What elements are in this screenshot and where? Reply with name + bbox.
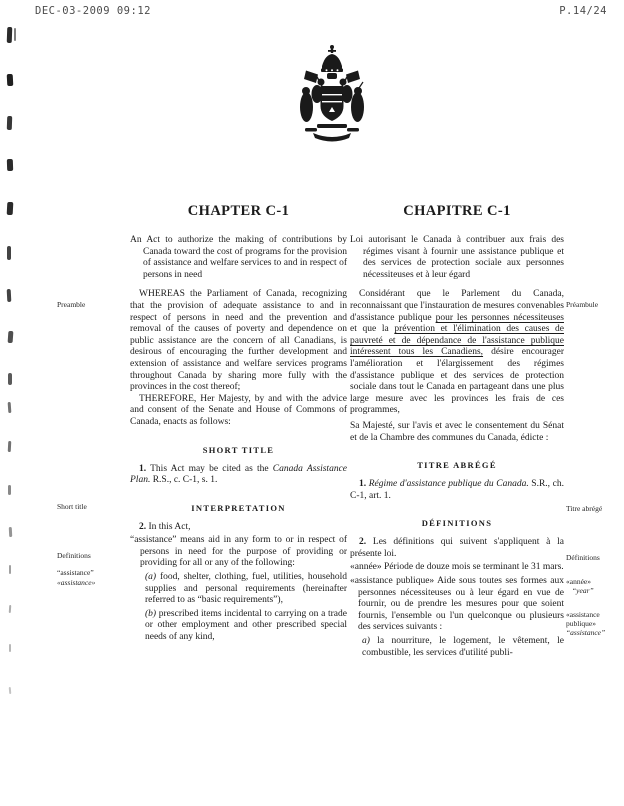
definition-item-a-fr xyxy=(362,636,564,659)
binding-mark xyxy=(7,289,12,302)
section-1-fr xyxy=(350,479,564,502)
section-1-en xyxy=(130,464,347,487)
item-text: food, shelter, clothing, fuel, utilities, household supplies and personal requirements (hereinafter referred to as “basic requirements”), xyxy=(145,572,347,606)
binding-mark xyxy=(8,485,11,495)
margin-note-preamble: Preamble xyxy=(57,300,86,309)
definitions-heading-fr: DÉFINITIONS xyxy=(421,518,493,529)
margin-note-titre-abrege: Titre abrégé xyxy=(566,504,603,513)
section-text: Les définitions qui suivent s'appliquent à la présente loi. xyxy=(350,537,564,559)
margin-note-assistance-fr-term: «assistance» xyxy=(57,578,96,587)
fax-timestamp: DEC-03-2009 09:12 xyxy=(35,5,151,17)
fax-page-number: P.14/24 xyxy=(559,5,607,17)
binding-mark xyxy=(7,27,13,43)
section-2-intro-en xyxy=(130,522,347,534)
definition-assistance-publique-fr: «assistance publique» Aide sous toutes ses formes aux personnes nécessiteuses ou à leur égard en vue de fournir, ou de prendre les mesures pour que soient fournis, l'ensemble ou l'un quelconque ou plusieurs des services suivants : xyxy=(350,576,564,633)
margin-note-assistance-publique-1: «assistance xyxy=(566,610,600,619)
section-text: This Act may be cited as the xyxy=(146,463,273,474)
binding-mark xyxy=(9,687,12,694)
preamble-segment: et que la xyxy=(350,324,395,335)
act-citation: Régime d'assistance publique du Canada. xyxy=(366,479,529,490)
margin-note-assistance-quoted: “assistance” xyxy=(566,628,606,637)
preamble-segment: désire encourager l'amélioration et l'élargissement des régimes d'assistance publique et des services de protection sociale dans tout le Canada en partageant dans une plus large mesure avec les provinces les frais de ces programmes, xyxy=(350,347,564,416)
binding-mark xyxy=(8,331,14,343)
binding-mark xyxy=(9,644,11,652)
binding-mark xyxy=(7,202,14,215)
underlined-annotation: pour les personnes nécessiteuses xyxy=(435,312,564,323)
statute-reference: R.S., c. C-1, s. 1. xyxy=(150,475,218,486)
short-title-heading-fr: TITRE ABRÉGÉ xyxy=(417,460,497,471)
french-column xyxy=(350,203,564,659)
binding-mark xyxy=(14,28,16,41)
binding-mark xyxy=(8,441,12,452)
section-2-intro-fr xyxy=(350,537,564,560)
long-title-fr: Loi autorisant le Canada à contribuer aux frais des régimes visant à fournir une assistance publique et des services de protection sociale aux personnes nécessiteuses et à leur égard xyxy=(350,235,564,280)
fax-header xyxy=(35,5,607,17)
preamble-en-2: THEREFORE, Her Majesty, by and with the advice and consent of the Senate and House of Commons of Canada, enacts as follows: xyxy=(130,393,347,427)
margin-note-assistance-en: “assistance” xyxy=(57,568,94,577)
section-number: 1. xyxy=(139,463,147,474)
margin-note-definitions-fr: Définitions xyxy=(566,553,600,562)
item-label: (a) xyxy=(145,572,157,583)
section-number: 2. xyxy=(139,521,147,532)
binding-mark xyxy=(8,373,12,385)
binding-mark xyxy=(9,605,12,613)
margin-note-short-title: Short title xyxy=(57,502,87,511)
underlined-annotation: prévention et l'élimination des causes de pauvreté et de dépendance de l'assistance publique intéressent tous les Canadiens, xyxy=(350,324,564,358)
section-text: In this Act, xyxy=(146,521,191,532)
binding-mark xyxy=(9,527,13,537)
preamble-en-1: WHEREAS the Parliament of Canada, recognizing that the provision of adequate assistance to and in respect of persons in need and the prevention and removal of the causes of poverty and dependence on public assistance are the concern of all Canadians, is desirous of encouraging the further development and extension of assistance and welfare services programs throughout Canada by sharing more fully with the provinces in the cost thereof; xyxy=(130,289,347,393)
preamble-fr xyxy=(350,289,564,417)
margin-note-definitions-en: Definitions xyxy=(57,551,91,560)
canada-coat-of-arms-icon xyxy=(293,44,371,151)
section-number: 2. xyxy=(359,537,367,548)
binding-mark xyxy=(7,159,13,171)
definition-item-a-en xyxy=(145,572,347,607)
short-title-heading-en: SHORT TITLE xyxy=(202,444,275,455)
chapter-heading-en: CHAPTER C-1 xyxy=(187,203,290,219)
long-title-en: An Act to authorize the making of contributions by Canada toward the cost of programs for the provision of assistance and welfare services to and in respect of persons in need xyxy=(130,235,347,280)
preamble-segment: Considérant que le Parlement du Canada, reconnaissant que l'instauration de mesures convenables d'assistance publique xyxy=(350,289,564,323)
statute-reference: S.R., ch. C-1, art. 1. xyxy=(350,479,565,501)
binding-mark xyxy=(7,74,14,86)
definition-item-b-en xyxy=(145,609,347,644)
act-citation: Canada Assistance Plan. xyxy=(130,463,347,486)
binding-mark xyxy=(7,116,12,130)
item-text: la nourriture, le logement, le vêtement, le combustible, les services d'utilité publi- xyxy=(362,636,564,658)
english-column xyxy=(130,203,347,644)
item-text: prescribed items incidental to carrying on a trade or other employment and other prescribed special needs of any kind, xyxy=(145,608,347,643)
margin-note-preambule: Préambule xyxy=(566,300,599,309)
margin-note-assistance-publique-2: publique» xyxy=(566,619,596,628)
chapter-heading-fr: CHAPITRE C-1 xyxy=(403,203,511,219)
margin-note-year: “year” xyxy=(572,586,594,595)
enacting-clause-fr: Sa Majesté, sur l'avis et avec le consentement du Sénat et de la Chambre des communes du Canada, édicte : xyxy=(350,420,564,443)
definition-annee-fr: «année» Période de douze mois se terminant le 31 mars. xyxy=(350,562,564,573)
interpretation-heading-en: INTERPRETATION xyxy=(191,502,286,513)
section-number: 1. xyxy=(359,479,367,490)
margin-note-annee: «année» xyxy=(566,577,591,586)
item-label: a) xyxy=(362,636,370,647)
definition-assistance-en: “assistance” means aid in any form to or in respect of persons in need for the purpose of providing or providing for all or any of the following: xyxy=(130,535,347,569)
binding-mark xyxy=(9,565,11,574)
item-label: (b) xyxy=(145,608,157,619)
binding-mark xyxy=(8,402,12,413)
binding-mark xyxy=(7,246,11,260)
